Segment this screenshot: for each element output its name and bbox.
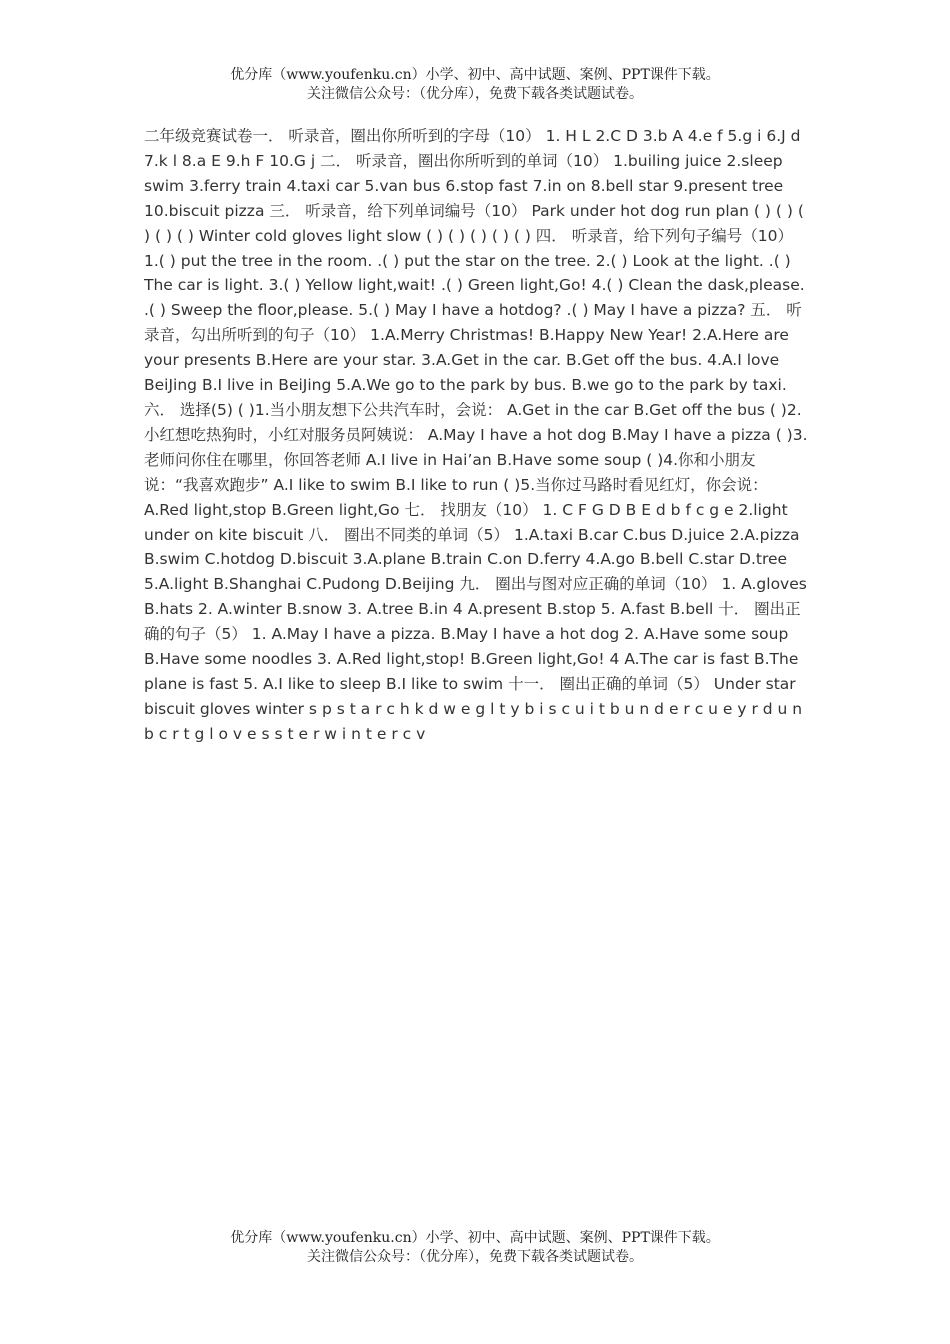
footer-line-1: 优分库（www.youfenku.cn）小学、初中、高中试题、案例、PPT课件下载。 bbox=[230, 1230, 720, 1246]
page-header bbox=[0, 66, 950, 104]
footer-line-2: 关注微信公众号：（优分库），免费下载各类试题试卷。 bbox=[307, 1249, 643, 1265]
exam-body-text: 二年级竞赛试卷一． 听录音，圈出你所听到的字母（10） 1. H L 2.C D 3.b A 4.e f 5.g i 6.J d 7.k l 8.a E 9.h F 10.G j 二． 听录音，圈出你所听到的单词（10） 1.builing juice 2.sleep swim 3.ferry train 4.taxi car 5.van bus 6.stop fast 7.in on 8.bell star 9.present tree 10.biscuit pizza 三． 听录音，给下列单词编号（10） Park under hot dog run plan ( ) ( ) ( ) ( ) ( ) Winter cold gloves light slow ( ) ( ) ( ) ( ) ( ) 四． 听录音，给下列句子编号（10） 1.( ) put the tree in the room. .( ) put the star on the tree. 2.( ) Look at the light. .( ) The car is light. 3.( ) Yellow light,wait! .( ) Green light,Go! 4.( ) Clean the dask,please. .( ) Sweep the floor,please. 5.( ) May I have a hotdog? .( ) May I have a pizza? 五． 听录音，勾出所听到的句子（10） 1.A.Merry Christmas! B.Happy New Year! 2.A.Here are your presents B.Here are your star. 3.A.Get in the car. B.Get off the bus. 4.A.I love BeiJing B.I live in BeiJing 5.A.We go to the park by bus. B.we go to the park by taxi. 六． 选择(5) ( )1.当小朋友想下公共汽车时，会说： A.Get in the car B.Get off the bus ( )2.小红想吃热狗时，小红对服务员阿姨说： A.May I have a hot dog B.May I have a pizza ( )3.老师问你住在哪里，你回答老师 A.I live in Hai’an B.Have some soup ( )4.你和小朋友说：“我喜欢跑步” A.I like to swim B.I like to run ( )5.当你过马路时看见红灯，你会说： A.Red light,stop B.Green light,Go 七． 找朋友（10） 1. C F G D B E d b f c g e 2.light under on kite biscuit 八． 圈出不同类的单词（5） 1.A.taxi B.car C.bus D.juice 2.A.pizza B.swim C.hotdog D.biscuit 3.A.plane B.train C.on D.ferry 4.A.go B.bell C.star D.tree 5.A.light B.Shanghai C.Pudong D.Beijing 九． 圈出与图对应正确的单词（10） 1. A.gloves B.hats 2. A.winter B.snow 3. A.tree B.in 4 A.present B.stop 5. A.fast B.bell 十． 圈出正确的句子（5） 1. A.May I have a pizza. B.May I have a hot dog 2. A.Have some soup B.Have some noodles 3. A.Red light,stop! B.Green light,Go! 4 A.The car is fast B.The plane is fast 5. A.I like to sleep B.I like to swim 十一． 圈出正确的单词（5） Under star biscuit gloves winter s p s t a r c h k d w e g l t y b i s c u i t b u n d e r c u e y r d u n b c r t g l o v e s s t e r w i n t e r c v bbox=[144, 127, 808, 743]
page-footer bbox=[0, 1229, 950, 1267]
header-line-1: 优分库（www.youfenku.cn）小学、初中、高中试题、案例、PPT课件下载。 bbox=[230, 67, 720, 83]
header-line-2: 关注微信公众号：（优分库），免费下载各类试题试卷。 bbox=[307, 86, 643, 102]
